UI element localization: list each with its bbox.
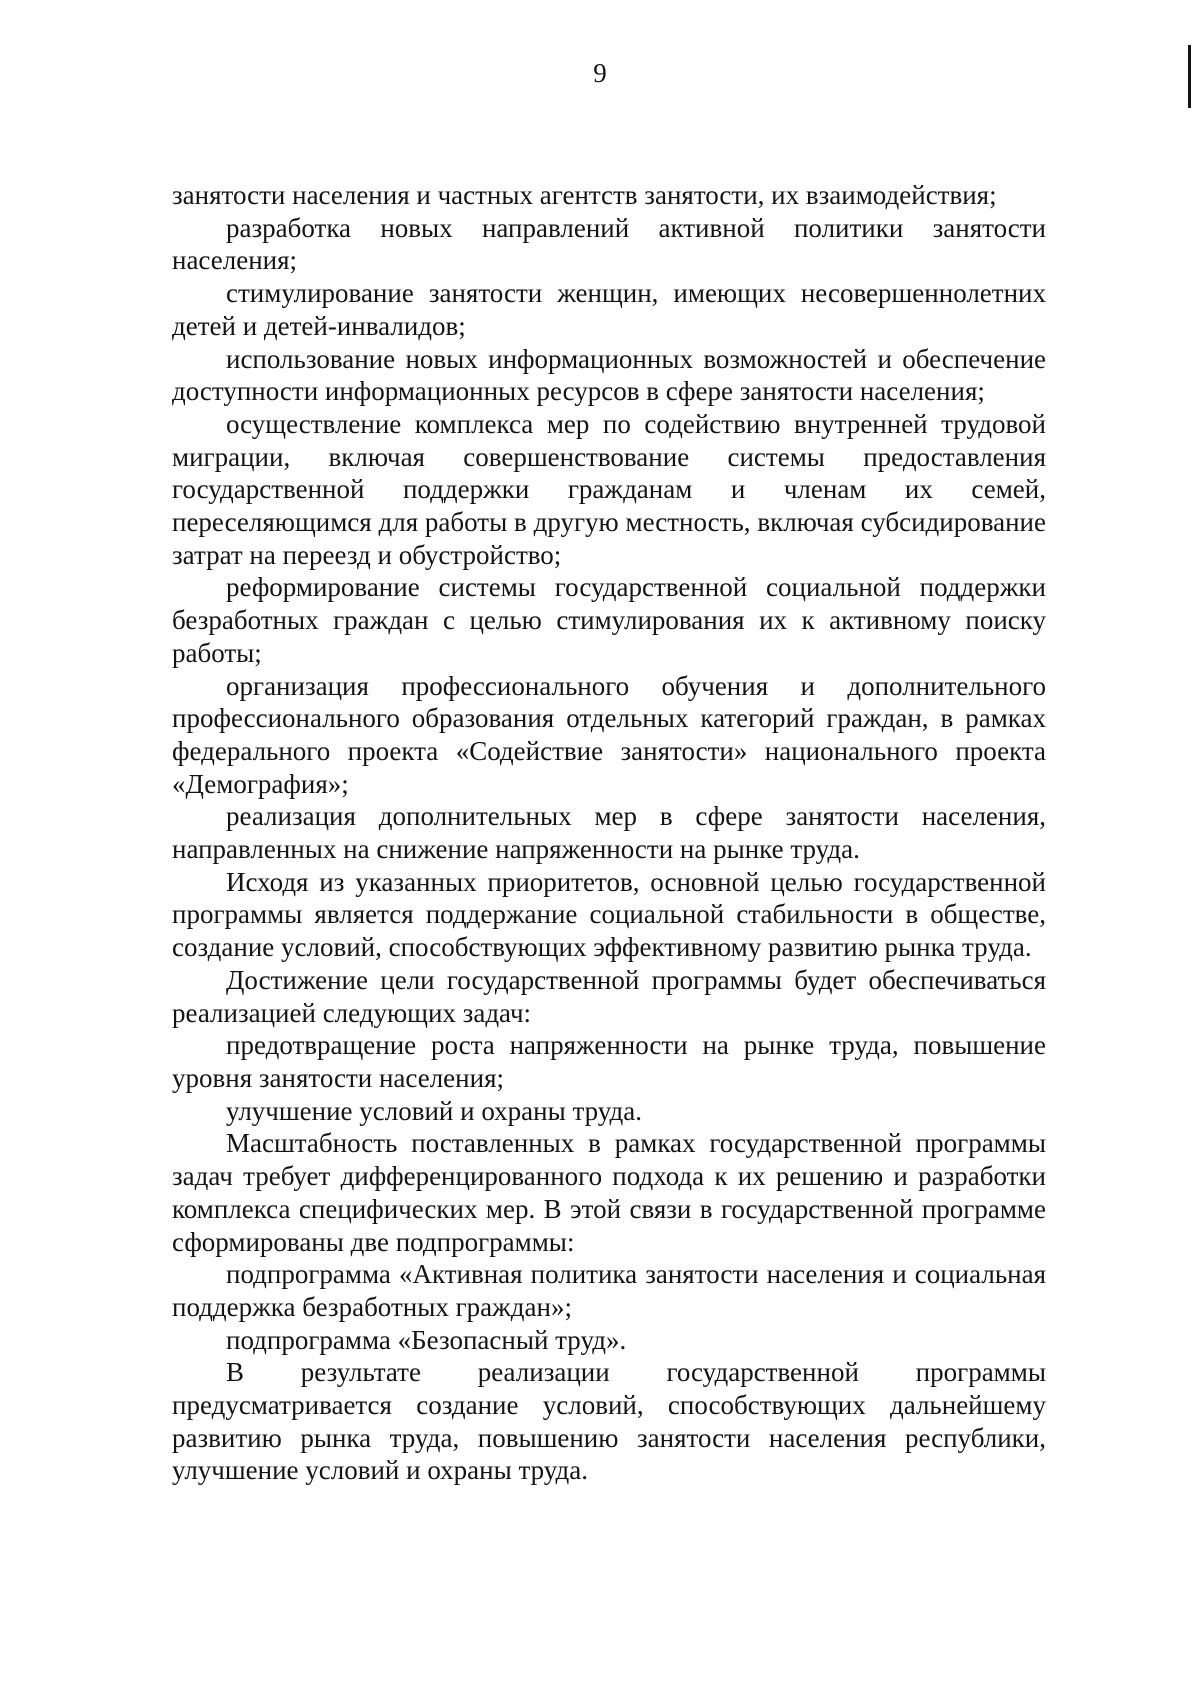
paragraph: В результате реализации государственной программы предусматривается создание условий, способствующих дальнейшему развитию рынка труда, повышению занятости населения республики, улучшение условий и охраны труда.	[172, 1357, 1046, 1486]
paragraph: организация профессионального обучения и дополнительного профессионального образования отдельных категорий граждан, в рамках федерального проекта «Содействие занятости» национального проекта «Демография»;	[172, 670, 1046, 799]
paragraph: разработка новых направлений активной политики занятости населения;	[172, 212, 1046, 276]
paragraph: Достижение цели государственной программы будет обеспечиваться реализацией следующих задач:	[172, 964, 1046, 1028]
paragraph: Исходя из указанных приоритетов, основной целью государственной программы является поддержание социальной стабильности в обществе, создание условий, способствующих эффективному развитию рынка труда.	[172, 866, 1046, 963]
paragraph: осуществление комплекса мер по содействию внутренней трудовой миграции, включая совершенствование системы предоставления государственной поддержки гражданам и членам их семей, переселяющимся для работы в другую местность, включая субсидирование затрат на переезд и обустройство;	[172, 408, 1046, 570]
paragraph: использование новых информационных возможностей и обеспечение доступности информационных ресурсов в сфере занятости населения;	[172, 343, 1046, 407]
paragraph: Масштабность поставленных в рамках государственной программы задач требует дифференцированного подхода к их решению и разработки комплекса специфических мер. В этой связи в государственной программе сформированы две подпрограммы:	[172, 1128, 1046, 1257]
document-body	[172, 179, 1046, 1487]
paragraph-continuation: занятости населения и частных агентств занятости, их взаимодействия;	[172, 180, 997, 210]
paragraph: реализация дополнительных мер в сфере занятости населения, направленных на снижение напряженности на рынке труда.	[172, 801, 1046, 865]
paragraph: реформирование системы государственной социальной поддержки безработных граждан с целью стимулирования их к активному поиску работы;	[172, 572, 1046, 668]
paragraph: предотвращение роста напряженности на рынке труда, повышение уровня занятости населения;	[172, 1030, 1046, 1093]
paragraph: стимулирование занятости женщин, имеющих несовершеннолетних детей и детей-инвалидов;	[172, 278, 1046, 341]
page-number: 9	[593, 58, 607, 88]
paragraph: улучшение условий и охраны труда.	[226, 1095, 643, 1126]
margin-line	[1188, 45, 1191, 108]
paragraph: подпрограмма «Безопасный труд».	[226, 1324, 627, 1355]
paragraph: подпрограмма «Активная политика занятости населения и социальная поддержка безработных граждан»;	[172, 1259, 1046, 1322]
